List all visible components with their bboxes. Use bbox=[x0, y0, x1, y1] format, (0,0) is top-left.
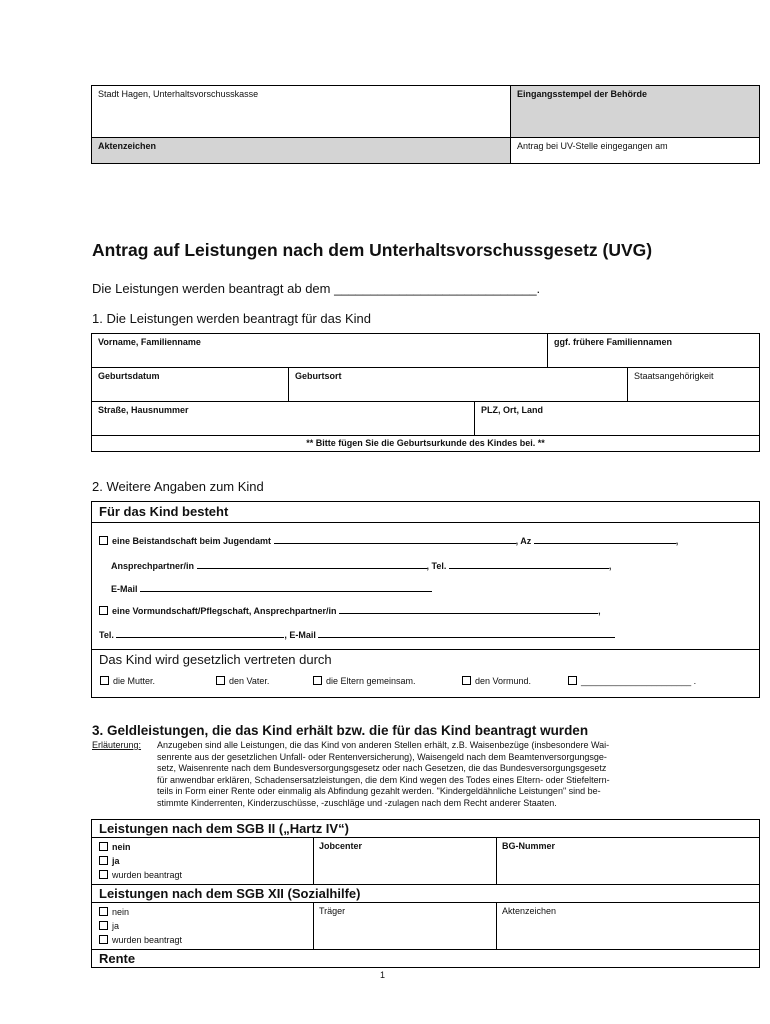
sgb2-option-applied[interactable] bbox=[99, 868, 306, 882]
rep-father-checkbox[interactable] bbox=[216, 676, 225, 685]
birthplace-cell[interactable] bbox=[289, 368, 628, 402]
rep-other-label: ______________________ . bbox=[581, 676, 697, 686]
sgb2-option-no[interactable] bbox=[99, 840, 306, 854]
sgb12-file-ref-label: Aktenzeichen bbox=[502, 906, 557, 916]
bg-number-label: BG-Nummer bbox=[502, 841, 556, 851]
representation-heading: Das Kind wird gesetzlich vertreten durch bbox=[99, 652, 332, 667]
birth-certificate-note: ** Bitte fügen Sie die Geburtsurkunde des Kindes bei. ** bbox=[306, 438, 545, 448]
explanation-line: stimmte Kinderrenten, Kinderzuschüsse, -zuschläge und -zulagen nach dem Recht anderer Staaten. bbox=[157, 797, 557, 808]
rep-option-other[interactable] bbox=[568, 676, 696, 686]
beistand-checkbox[interactable] bbox=[99, 536, 108, 545]
street-label: Straße, Hausnummer bbox=[98, 405, 189, 415]
applied-from-line[interactable]: Die Leistungen werden beantragt ab dem ____________________________. bbox=[92, 281, 541, 296]
vormund-row: eine Vormundschaft/Pflegschaft, Ansprechpartner/in , bbox=[99, 605, 601, 616]
sgb12-yes-label: ja bbox=[112, 921, 120, 931]
explanation-line: setz, Waisenrente nach dem Bundesversorgungsgesetz oder nach Gesetzen, die das Bundesversorgungsgesetz bbox=[157, 763, 607, 774]
sgb2-applied-label: wurden beantragt bbox=[112, 870, 183, 880]
box-title-divider bbox=[92, 522, 759, 523]
rep-guardian-checkbox[interactable] bbox=[462, 676, 471, 685]
sgb2-applied-checkbox[interactable] bbox=[99, 870, 108, 879]
tel-label: , Tel. bbox=[426, 561, 447, 571]
explanation-text bbox=[157, 740, 687, 810]
child-table bbox=[91, 333, 760, 452]
sgb12-option-no[interactable] bbox=[99, 905, 306, 919]
rep-option-mother[interactable] bbox=[100, 676, 155, 686]
rep-parents-label: die Eltern gemeinsam. bbox=[326, 676, 416, 686]
child-name-cell[interactable] bbox=[92, 334, 548, 368]
section1-heading: 1. Die Leistungen werden beantragt für das Kind bbox=[92, 311, 371, 326]
pension-heading: Rente bbox=[99, 951, 136, 966]
carrier-cell[interactable] bbox=[314, 903, 497, 950]
beistand-label: eine Beistandschaft beim Jugendamt bbox=[112, 536, 272, 546]
vormund-field[interactable] bbox=[339, 605, 598, 614]
header-box bbox=[91, 85, 760, 164]
box-title: Für das Kind besteht bbox=[99, 504, 229, 519]
section3-heading: 3. Geldleistungen, die das Kind erhält bzw. die für das Kind beantragt wurden bbox=[92, 723, 589, 738]
sgb12-yes-checkbox[interactable] bbox=[99, 921, 108, 930]
email-label: E-Mail bbox=[111, 584, 138, 594]
sgb12-file-ref-cell[interactable] bbox=[497, 903, 760, 950]
email-row bbox=[111, 583, 432, 594]
sgb2-yes-checkbox[interactable] bbox=[99, 856, 108, 865]
rep-other-checkbox[interactable] bbox=[568, 676, 577, 685]
explanation-line: für anwendbar erklären, Schadensersatzleistungen, die dem Kind wegen des Todes eines Eltern- oder Stiefeltern- bbox=[157, 774, 610, 785]
vormund-label: eine Vormundschaft/Pflegschaft, Ansprechpartner/in bbox=[112, 606, 337, 616]
benefits-table bbox=[91, 819, 760, 968]
az-field[interactable] bbox=[534, 535, 676, 544]
beistand-row: eine Beistandschaft beim Jugendamt , Az , bbox=[99, 535, 678, 546]
tel2-row bbox=[99, 629, 615, 640]
contact-row: Ansprechpartner/in , Tel. , bbox=[111, 561, 612, 571]
sgb2-options bbox=[92, 838, 314, 885]
sgb12-no-label: nein bbox=[112, 907, 130, 917]
received-label: Antrag bei UV-Stelle eingegangen am bbox=[517, 141, 668, 151]
jobcenter-cell[interactable] bbox=[314, 838, 497, 885]
sgb12-applied-label: wurden beantragt bbox=[112, 935, 183, 945]
representation-divider bbox=[92, 649, 759, 650]
stamp-cell bbox=[511, 86, 760, 138]
rep-option-father[interactable] bbox=[216, 676, 269, 686]
birth-certificate-note-cell bbox=[92, 436, 760, 452]
rep-mother-label: die Mutter. bbox=[113, 676, 156, 686]
birthdate-cell[interactable] bbox=[92, 368, 289, 402]
sgb12-option-yes[interactable] bbox=[99, 919, 306, 933]
jobcenter-label: Jobcenter bbox=[319, 841, 363, 851]
carrier-label: Träger bbox=[319, 906, 346, 916]
former-names-cell[interactable] bbox=[548, 334, 760, 368]
rep-option-parents[interactable] bbox=[313, 676, 416, 686]
sgb12-option-applied[interactable] bbox=[99, 933, 306, 947]
rep-parents-checkbox[interactable] bbox=[313, 676, 322, 685]
explanation-line: Anzugeben sind alle Leistungen, die das Kind von anderen Stellen erhält, z.B. Waisenbezüge (insbesondere Wai- bbox=[157, 740, 610, 750]
az-label: , Az bbox=[515, 536, 532, 546]
rep-guardian-label: den Vormund. bbox=[475, 676, 532, 686]
sgb12-applied-checkbox[interactable] bbox=[99, 935, 108, 944]
street-cell[interactable] bbox=[92, 402, 475, 436]
explanation-line: teils in Form einer Rente oder einmalig als Abfindung gezahlt werden. "Kindergeldähnliche Leistungen" sind be- bbox=[157, 786, 601, 797]
email-field[interactable] bbox=[140, 583, 432, 592]
nationality-label: Staatsangehörigkeit bbox=[634, 371, 714, 381]
sgb12-heading: Leistungen nach dem SGB XII (Sozialhilfe) bbox=[99, 886, 361, 901]
rep-option-guardian[interactable] bbox=[462, 676, 531, 686]
page-title: Antrag auf Leistungen nach dem Unterhaltsvorschussgesetz (UVG) bbox=[92, 240, 653, 260]
contact-label: Ansprechpartner/in bbox=[111, 561, 195, 571]
city-label: PLZ, Ort, Land bbox=[481, 405, 543, 415]
page-number: 1 bbox=[380, 970, 386, 980]
sgb2-no-checkbox[interactable] bbox=[99, 842, 108, 851]
file-ref-label: Aktenzeichen bbox=[98, 141, 157, 151]
stamp-label: Eingangsstempel der Behörde bbox=[517, 89, 648, 99]
tel2-field[interactable] bbox=[116, 629, 284, 638]
beistand-field[interactable] bbox=[274, 535, 516, 544]
sgb2-heading-cell bbox=[92, 820, 760, 838]
birthdate-label: Geburtsdatum bbox=[98, 371, 160, 381]
explanation-line: senrente aus der gesetzlichen Unfall- oder Rentenversicherung), Waisengeld nach dem Beamtenversorgungsge- bbox=[157, 751, 607, 762]
authority-text: Stadt Hagen, Unterhaltsvorschusskasse bbox=[98, 89, 259, 99]
sgb12-no-checkbox[interactable] bbox=[99, 907, 108, 916]
explanation-label: Erläuterung: bbox=[92, 740, 142, 750]
tel-field[interactable] bbox=[449, 560, 609, 569]
sgb2-option-yes[interactable] bbox=[99, 854, 306, 868]
child-name-label: Vorname, Familienname bbox=[98, 337, 201, 347]
sgb2-no-label: nein bbox=[112, 842, 131, 852]
bg-number-cell[interactable] bbox=[497, 838, 760, 885]
received-cell[interactable] bbox=[511, 138, 760, 164]
former-names-label: ggf. frühere Familiennamen bbox=[554, 337, 673, 347]
contact-field[interactable] bbox=[197, 560, 427, 569]
sgb2-yes-label: ja bbox=[112, 856, 120, 866]
sgb2-heading: Leistungen nach dem SGB II („Hartz IV“) bbox=[99, 821, 349, 836]
rep-father-label: den Vater. bbox=[229, 676, 270, 686]
vormund-checkbox[interactable] bbox=[99, 606, 108, 615]
further-info-box bbox=[91, 501, 760, 698]
email2-label: , E-Mail bbox=[284, 630, 316, 640]
sgb12-options bbox=[92, 903, 314, 950]
pension-heading-cell bbox=[92, 950, 760, 968]
sgb12-heading-cell bbox=[92, 885, 760, 903]
city-cell[interactable] bbox=[475, 402, 760, 436]
tel2-label: Tel. bbox=[99, 630, 114, 640]
birthplace-label: Geburtsort bbox=[295, 371, 342, 381]
authority-cell bbox=[92, 86, 511, 138]
email2-field[interactable] bbox=[318, 629, 615, 638]
rep-mother-checkbox[interactable] bbox=[100, 676, 109, 685]
nationality-cell[interactable] bbox=[628, 368, 760, 402]
file-ref-cell[interactable] bbox=[92, 138, 511, 164]
section2-heading: 2. Weitere Angaben zum Kind bbox=[92, 479, 264, 494]
